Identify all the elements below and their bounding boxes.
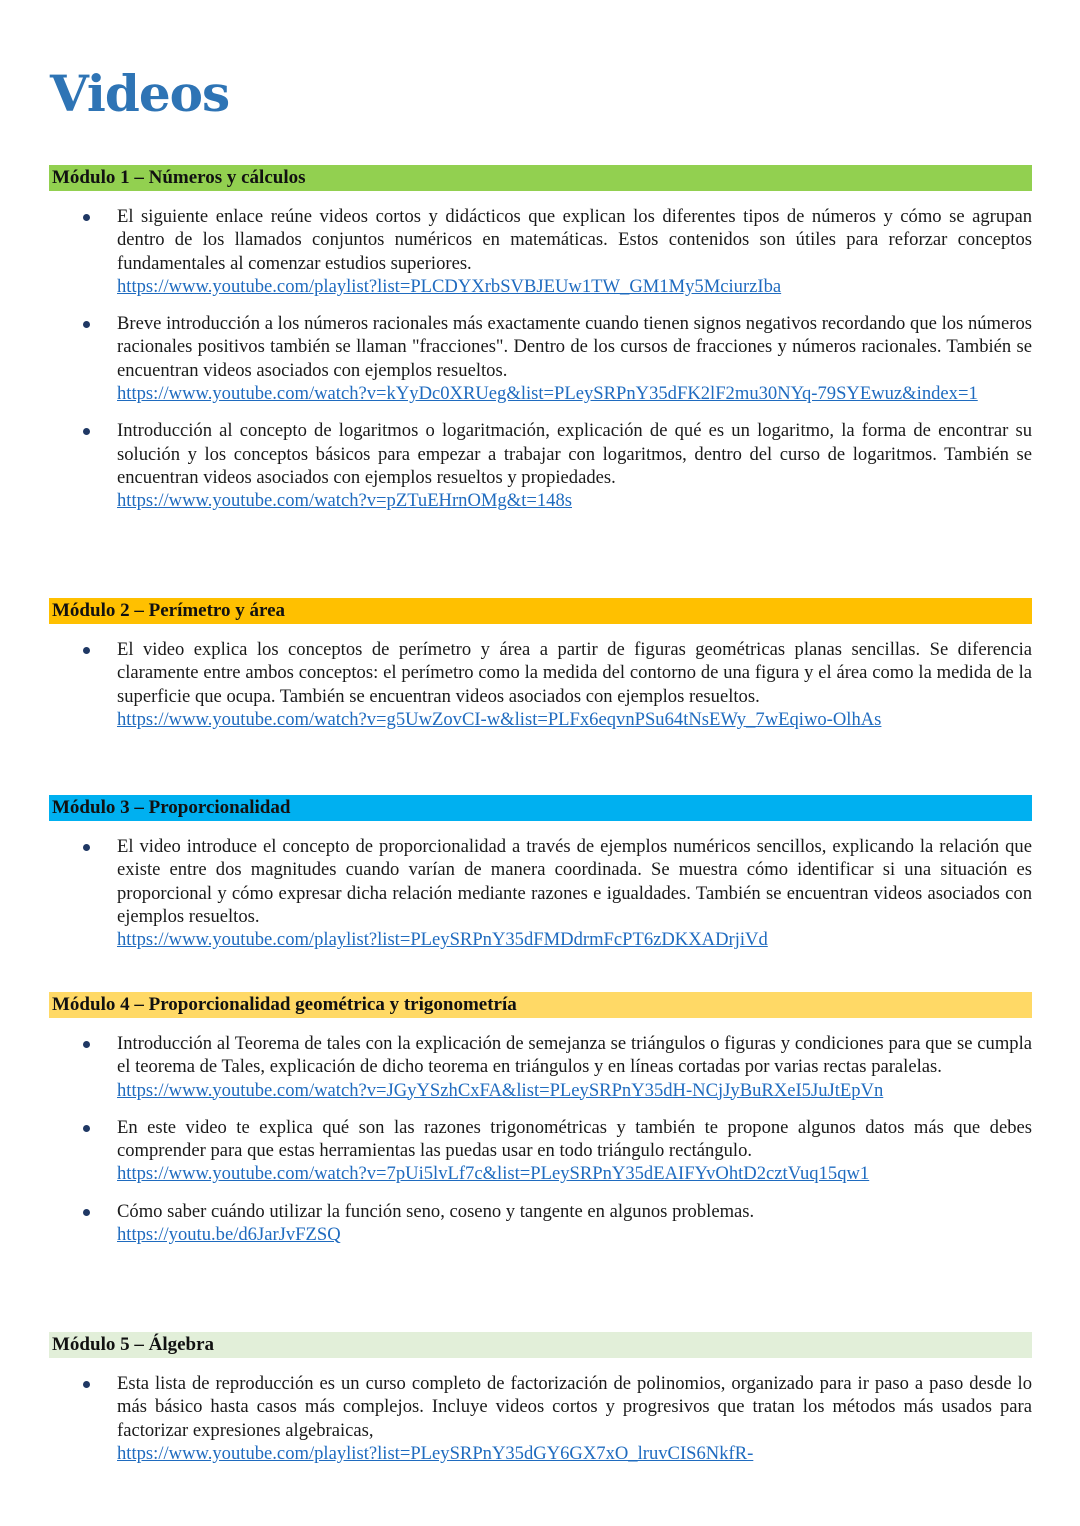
video-link[interactable]: https://youtu.be/d6JarJvFZSQ bbox=[117, 1224, 341, 1246]
video-link[interactable]: https://www.youtube.com/watch?v=JGyYSzhCxFA&list=PLeySRPnY35dH-NCjJyBuRXeI5JuJtEpVn bbox=[117, 1079, 884, 1101]
module-section-1 bbox=[49, 165, 1032, 513]
module-heading: Módulo 3 – Proporcionalidad bbox=[49, 795, 1032, 821]
video-link[interactable]: https://www.youtube.com/playlist?list=PLCDYXrbSVBJEUw1TW_GM1My5MciurzIba bbox=[117, 275, 782, 297]
video-link[interactable]: https://www.youtube.com/watch?v=g5UwZovCI-w&list=PLFx6eqvnPSu64tNsEWy_7wEqiwo-OlhAs bbox=[117, 708, 882, 730]
video-description: Breve introducción a los números racionales más exactamente cuando tienen signos negativos recordando que los números racionales positivos también se llaman "fracciones". Dentro de los cursos de fracciones y números racionales. También se encuentran videos asociados con ejemplos resueltos. bbox=[117, 313, 1032, 381]
module-heading: Módulo 5 – Álgebra bbox=[49, 1332, 1032, 1358]
bullet-icon bbox=[83, 844, 90, 851]
bullet-icon bbox=[83, 1125, 90, 1132]
module-section-2 bbox=[49, 598, 1032, 731]
module-heading: Módulo 1 – Números y cálculos bbox=[49, 165, 1032, 191]
bullet-icon bbox=[83, 647, 90, 654]
video-description: El video explica los conceptos de perímetro y área a partir de figuras geométricas planas sencillas. Se diferencia claramente entre ambos conceptos: el perímetro como la medida del contorno de una figura y el área como la medida de la superficie que ocupa. También se encuentran videos asociados con ejemplos resueltos. bbox=[117, 639, 1032, 707]
list-item bbox=[49, 205, 1032, 298]
bullet-icon bbox=[83, 428, 90, 435]
list-item bbox=[49, 312, 1032, 405]
list-item bbox=[49, 1116, 1032, 1186]
list-item bbox=[49, 1372, 1032, 1465]
list-item bbox=[49, 638, 1032, 731]
video-link[interactable]: https://www.youtube.com/watch?v=kYyDc0XRUeg&list=PLeySRPnY35dFK2lF2mu30NYq-79SYEwuz&index=1 bbox=[117, 383, 978, 405]
module-heading: Módulo 4 – Proporcionalidad geométrica y trigonometría bbox=[49, 992, 1032, 1018]
bullet-icon bbox=[83, 321, 90, 328]
video-link[interactable]: https://www.youtube.com/playlist?list=PLeySRPnY35dFMDdrmFcPT6zDKXADrjiVd bbox=[117, 929, 768, 951]
module-section-4 bbox=[49, 992, 1032, 1246]
video-description: Introducción al Teorema de tales con la explicación de semejanza se triángulos o figuras y condiciones para que se cumpla el teorema de Tales, explicación de dicho teorema en triángulos y en líneas cortadas por varias rectas paralelas. bbox=[117, 1033, 1032, 1078]
page-title: Videos bbox=[50, 64, 230, 123]
bullet-icon bbox=[83, 1041, 90, 1048]
video-description: El siguiente enlace reúne videos cortos y didácticos que explican los diferentes tipos de números y cómo se agrupan dentro de los llamados conjuntos numéricos en matemáticas. Estos contenidos son útiles para reforzar conceptos fundamentales al comenzar estudios superiores. bbox=[117, 206, 1032, 274]
video-description: Introducción al concepto de logaritmos o logaritmación, explicación de qué es un logaritmo, la forma de encontrar su solución y los conceptos básicos para empezar a trabajar con logaritmos, dentro del curso de logaritmos. También se encuentran videos asociados con ejemplos resueltos y propiedades. bbox=[117, 420, 1032, 488]
module-heading: Módulo 2 – Perímetro y área bbox=[49, 598, 1032, 624]
module-section-3 bbox=[49, 795, 1032, 951]
video-list bbox=[49, 205, 1032, 513]
bullet-icon bbox=[83, 214, 90, 221]
video-list bbox=[49, 835, 1032, 951]
video-description: Cómo saber cuándo utilizar la función seno, coseno y tangente en algunos problemas. bbox=[117, 1200, 755, 1222]
video-description: En este video te explica qué son las razones trigonométricas y también te propone algunos datos más que debes comprender para que estas herramientas las puedas usar en todo triángulo rectángulo. bbox=[117, 1116, 1032, 1162]
list-item bbox=[49, 419, 1032, 512]
video-list bbox=[49, 638, 1032, 731]
video-list bbox=[49, 1032, 1032, 1246]
video-link[interactable]: https://www.youtube.com/watch?v=7pUi5lvLf7c&list=PLeySRPnY35dEAIFYvOhtD2cztVuq15qw1 bbox=[117, 1163, 870, 1185]
video-description: El video introduce el concepto de proporcionalidad a través de ejemplos numéricos sencillos, explicando la relación que existe entre dos magnitudes cuando varían de manera coordinada. Se muestra cómo identificar si una situación es proporcional y cómo expresar dicha relación mediante razones e igualdades. También se encuentran videos asociados con ejemplos resueltos. bbox=[117, 836, 1032, 927]
video-description: Esta lista de reproducción es un curso completo de factorización de polinomios, organizado para ir paso a paso desde lo más básico hasta casos más complejos. Incluye videos cortos y progresivos que tratan los métodos más usados para factorizar expresiones algebraicas, bbox=[117, 1373, 1032, 1441]
list-item bbox=[49, 835, 1032, 951]
list-item bbox=[49, 1200, 1032, 1247]
list-item bbox=[49, 1032, 1032, 1102]
module-section-5 bbox=[49, 1332, 1032, 1465]
video-link[interactable]: https://www.youtube.com/playlist?list=PLeySRPnY35dGY6GX7xO_lruvCIS6NkfR- bbox=[117, 1442, 754, 1464]
video-link[interactable]: https://www.youtube.com/watch?v=pZTuEHrnOMg&t=148s bbox=[117, 490, 572, 512]
bullet-icon bbox=[83, 1381, 90, 1388]
bullet-icon bbox=[83, 1209, 90, 1216]
video-list bbox=[49, 1372, 1032, 1465]
